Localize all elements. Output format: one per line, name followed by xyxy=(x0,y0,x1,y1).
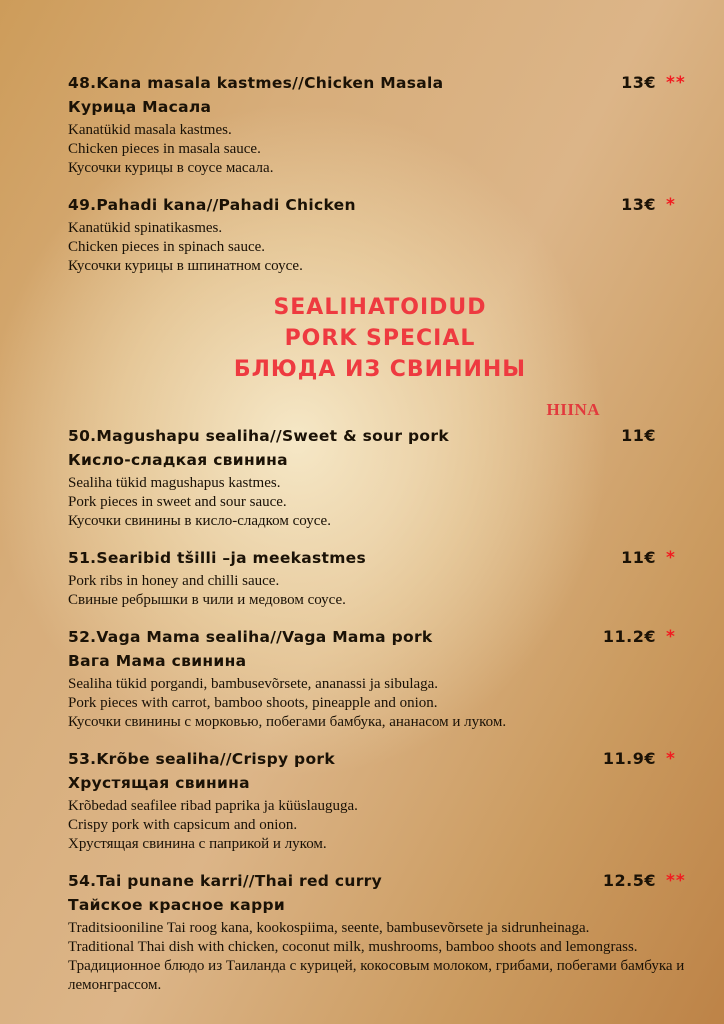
desc-line-en: Chicken pieces in spinach sauce. xyxy=(68,239,266,255)
menu-item xyxy=(68,870,692,995)
item-price: 11€ xyxy=(621,548,656,567)
item-title: 50.Magushapu sealiha//Sweet & sour pork xyxy=(68,427,449,445)
item-price: 11.9€ xyxy=(602,749,656,768)
desc-line-ru: Хрустящая свинина с паприкой и луком. xyxy=(68,836,327,852)
item-header xyxy=(68,194,692,216)
item-subtitle: Тайское красное карри xyxy=(68,896,286,914)
item-header xyxy=(68,547,692,569)
desc-line-en: Pork pieces with carrot, bamboo shoots, pineapple and onion. xyxy=(68,695,438,711)
desc-line-ru: Кусочки свинины с морковью, побегами бамбука, ананасом и луком. xyxy=(68,714,507,730)
desc-line-en: Chicken pieces in masala sauce. xyxy=(68,141,261,157)
item-description xyxy=(68,797,692,854)
menu-item xyxy=(68,547,692,610)
desc-line-et: Kanatükid spinatikasmes. xyxy=(68,220,223,236)
item-title: 53.Krõbe sealiha//Crispy pork xyxy=(68,750,335,768)
section-heading-line-en: PORK SPECIAL xyxy=(284,326,476,351)
item-price: 13€ xyxy=(621,195,656,214)
item-title: 52.Vaga Mama sealiha//Vaga Mama pork xyxy=(68,628,433,646)
desc-line-ru: Кусочки курицы в шпинатном соусе. xyxy=(68,258,303,274)
item-price: 11€ xyxy=(621,426,656,445)
section-heading-line-et: SEALIHATOIDUD xyxy=(273,295,487,320)
item-title: 48.Kana masala kastmes//Chicken Masala xyxy=(68,74,444,92)
item-spiciness-stars: ** xyxy=(666,73,686,93)
item-spiciness-stars: * xyxy=(666,548,676,568)
menu-item xyxy=(68,425,692,531)
desc-line-en: Pork pieces in sweet and sour sauce. xyxy=(68,494,287,510)
item-spiciness-stars: ** xyxy=(666,871,686,891)
item-price: 11.2€ xyxy=(602,627,656,646)
menu-item xyxy=(68,72,692,178)
desc-line-et: Sealiha tükid magushapus kastmes. xyxy=(68,475,281,491)
item-subtitle: Курица Масала xyxy=(68,98,212,116)
desc-line-ru: Традиционное блюдо из Таиланда с курицей, кокосовым молоком, грибами, побегами бамбука и лемонграссом. xyxy=(68,958,685,993)
item-price: 12.5€ xyxy=(602,871,656,890)
desc-line-ru: Кусочки свинины в кисло-сладком соусе. xyxy=(68,513,331,529)
desc-line-et: Kanatükid masala kastmes. xyxy=(68,122,232,138)
item-title: 51.Searibid tšilli –ja meekastmes xyxy=(68,549,367,567)
menu-item xyxy=(68,194,692,276)
item-title: 49.Pahadi kana//Pahadi Chicken xyxy=(68,196,356,214)
item-header xyxy=(68,870,692,892)
section-heading xyxy=(68,292,692,385)
item-description xyxy=(68,919,692,995)
item-header xyxy=(68,72,692,94)
item-spiciness-stars: * xyxy=(666,749,676,769)
region-label-row xyxy=(68,400,692,420)
desc-line-et: Traditsiooniline Tai roog kana, kookospiima, seente, bambusevõrsete ja sidrunheinaga. xyxy=(68,920,590,936)
item-spiciness-stars: * xyxy=(666,627,676,647)
item-price: 13€ xyxy=(621,73,656,92)
item-description xyxy=(68,121,692,178)
desc-line-et: Sealiha tükid porgandi, bambusevõrsete, ananassi ja sibulaga. xyxy=(68,676,439,692)
section-heading-line-ru: БЛЮДА ИЗ СВИНИНЫ xyxy=(233,357,527,382)
item-header xyxy=(68,626,692,648)
item-description xyxy=(68,474,692,531)
menu-item xyxy=(68,626,692,732)
desc-line-et: Krõbedad seafilee ribad paprika ja küüslauguga. xyxy=(68,798,358,814)
desc-line-en: Traditional Thai dish with chicken, coconut milk, mushrooms, bamboo shoots and lemongrass. xyxy=(68,939,638,955)
item-subtitle: Кисло-сладкая свинина xyxy=(68,451,288,469)
item-subtitle: Вага Мама свинина xyxy=(68,652,247,670)
item-header xyxy=(68,425,692,447)
desc-line-en: Pork ribs in honey and chilli sauce. xyxy=(68,573,280,589)
region-label: HIINA xyxy=(546,400,600,419)
item-description xyxy=(68,572,692,610)
item-header xyxy=(68,748,692,770)
item-title: 54.Tai punane karri//Thai red curry xyxy=(68,872,382,890)
desc-line-ru: Свиные ребрышки в чили и медовом соусе. xyxy=(68,592,346,608)
item-spiciness-stars: * xyxy=(666,195,676,215)
desc-line-ru: Кусочки курицы в соусе масала. xyxy=(68,160,274,176)
item-description xyxy=(68,219,692,276)
item-subtitle: Хрустящая свинина xyxy=(68,774,250,792)
menu-item xyxy=(68,748,692,854)
item-description xyxy=(68,675,692,732)
desc-line-en: Crispy pork with capsicum and onion. xyxy=(68,817,298,833)
